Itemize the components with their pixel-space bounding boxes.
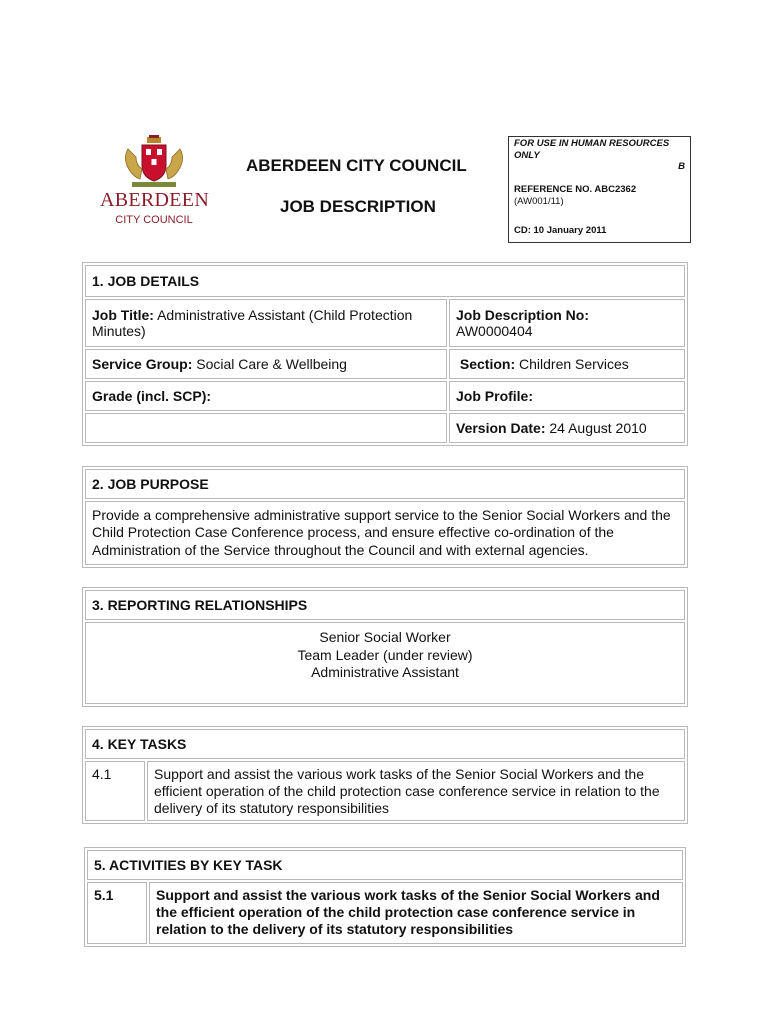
reporting-table — [82, 587, 688, 707]
reporting-heading: 3. REPORTING RELATIONSHIPS — [85, 590, 685, 620]
jd-number-value: AW0000404 — [456, 323, 533, 339]
council-name: ABERDEEN CITY COUNCIL — [246, 156, 467, 175]
job-purpose-text: Provide a comprehensive administrative support service to the Senior Social Workers and the Child Protection Case Conference process, and ensure effective co-ordination of the Administration of the Service throughout the Council and with external agencies. — [85, 501, 685, 565]
job-purpose-table — [82, 466, 688, 568]
reporting-line: Senior Social Worker — [319, 629, 451, 645]
key-task-number: 4.1 — [85, 761, 145, 821]
key-tasks-table — [82, 726, 688, 824]
reporting-lines — [85, 622, 685, 704]
jd-number-label: Job Description No: — [456, 307, 590, 323]
activities-heading: 5. ACTIVITIES BY KEY TASK — [87, 850, 683, 880]
activity-text: Support and assist the various work tasks of the Senior Social Workers and the efficient operation of the child protection case conference service in relation to the delivery of its statutory responsibilities — [149, 882, 683, 944]
reference-number: REFERENCE NO. ABC2362 — [514, 184, 637, 195]
activity-number: 5.1 — [87, 882, 147, 944]
service-group-value: Social Care & Wellbeing — [192, 356, 347, 372]
section-cell — [449, 349, 685, 379]
job-purpose-heading: 2. JOB PURPOSE — [85, 469, 685, 499]
section-value: Children Services — [515, 356, 629, 372]
job-profile-label: Job Profile: — [449, 381, 685, 411]
key-tasks-heading: 4. KEY TASKS — [85, 729, 685, 759]
activities-table — [84, 847, 686, 947]
council-logo — [100, 135, 208, 227]
cd-date: CD: 10 January 2011 — [514, 225, 607, 236]
job-title-cell — [85, 299, 447, 347]
coat-of-arms-icon — [120, 135, 188, 189]
hr-grade-letter: B — [678, 161, 685, 172]
job-title-label: Job Title: — [92, 307, 154, 323]
hr-use-label: FOR USE IN HUMAN RESOURCES ONLY — [514, 138, 670, 161]
version-date-label: Version Date: — [456, 420, 546, 436]
reporting-line: Team Leader (under review) — [297, 646, 473, 663]
key-task-text: Support and assist the various work tasks of the Senior Social Workers and the efficient operation of the child protection case conference service in relation to the delivery of its statutory responsibilities — [147, 761, 685, 821]
job-details-table — [82, 262, 688, 446]
section-label: Section: — [459, 356, 516, 372]
job-details-heading: 1. JOB DETAILS — [85, 265, 685, 297]
hr-use-box — [508, 136, 691, 243]
reference-sub: (AW001/11) — [514, 196, 564, 207]
empty-cell — [85, 413, 447, 443]
reporting-line: Administrative Assistant — [311, 664, 459, 680]
jd-number-cell — [449, 299, 685, 347]
service-group-label: Service Group: — [92, 356, 193, 372]
version-date-value: 24 August 2010 — [545, 420, 647, 436]
version-date-cell — [449, 413, 685, 443]
grade-label: Grade (incl. SCP): — [85, 381, 447, 411]
service-group-cell — [85, 349, 447, 379]
job-title-value: Administrative Assistant (Child Protection Minutes) — [92, 307, 413, 339]
logo-name: ABERDEEN — [100, 189, 210, 211]
logo-subtitle: CITY COUNCIL — [115, 214, 193, 226]
document-title: JOB DESCRIPTION — [280, 197, 436, 216]
